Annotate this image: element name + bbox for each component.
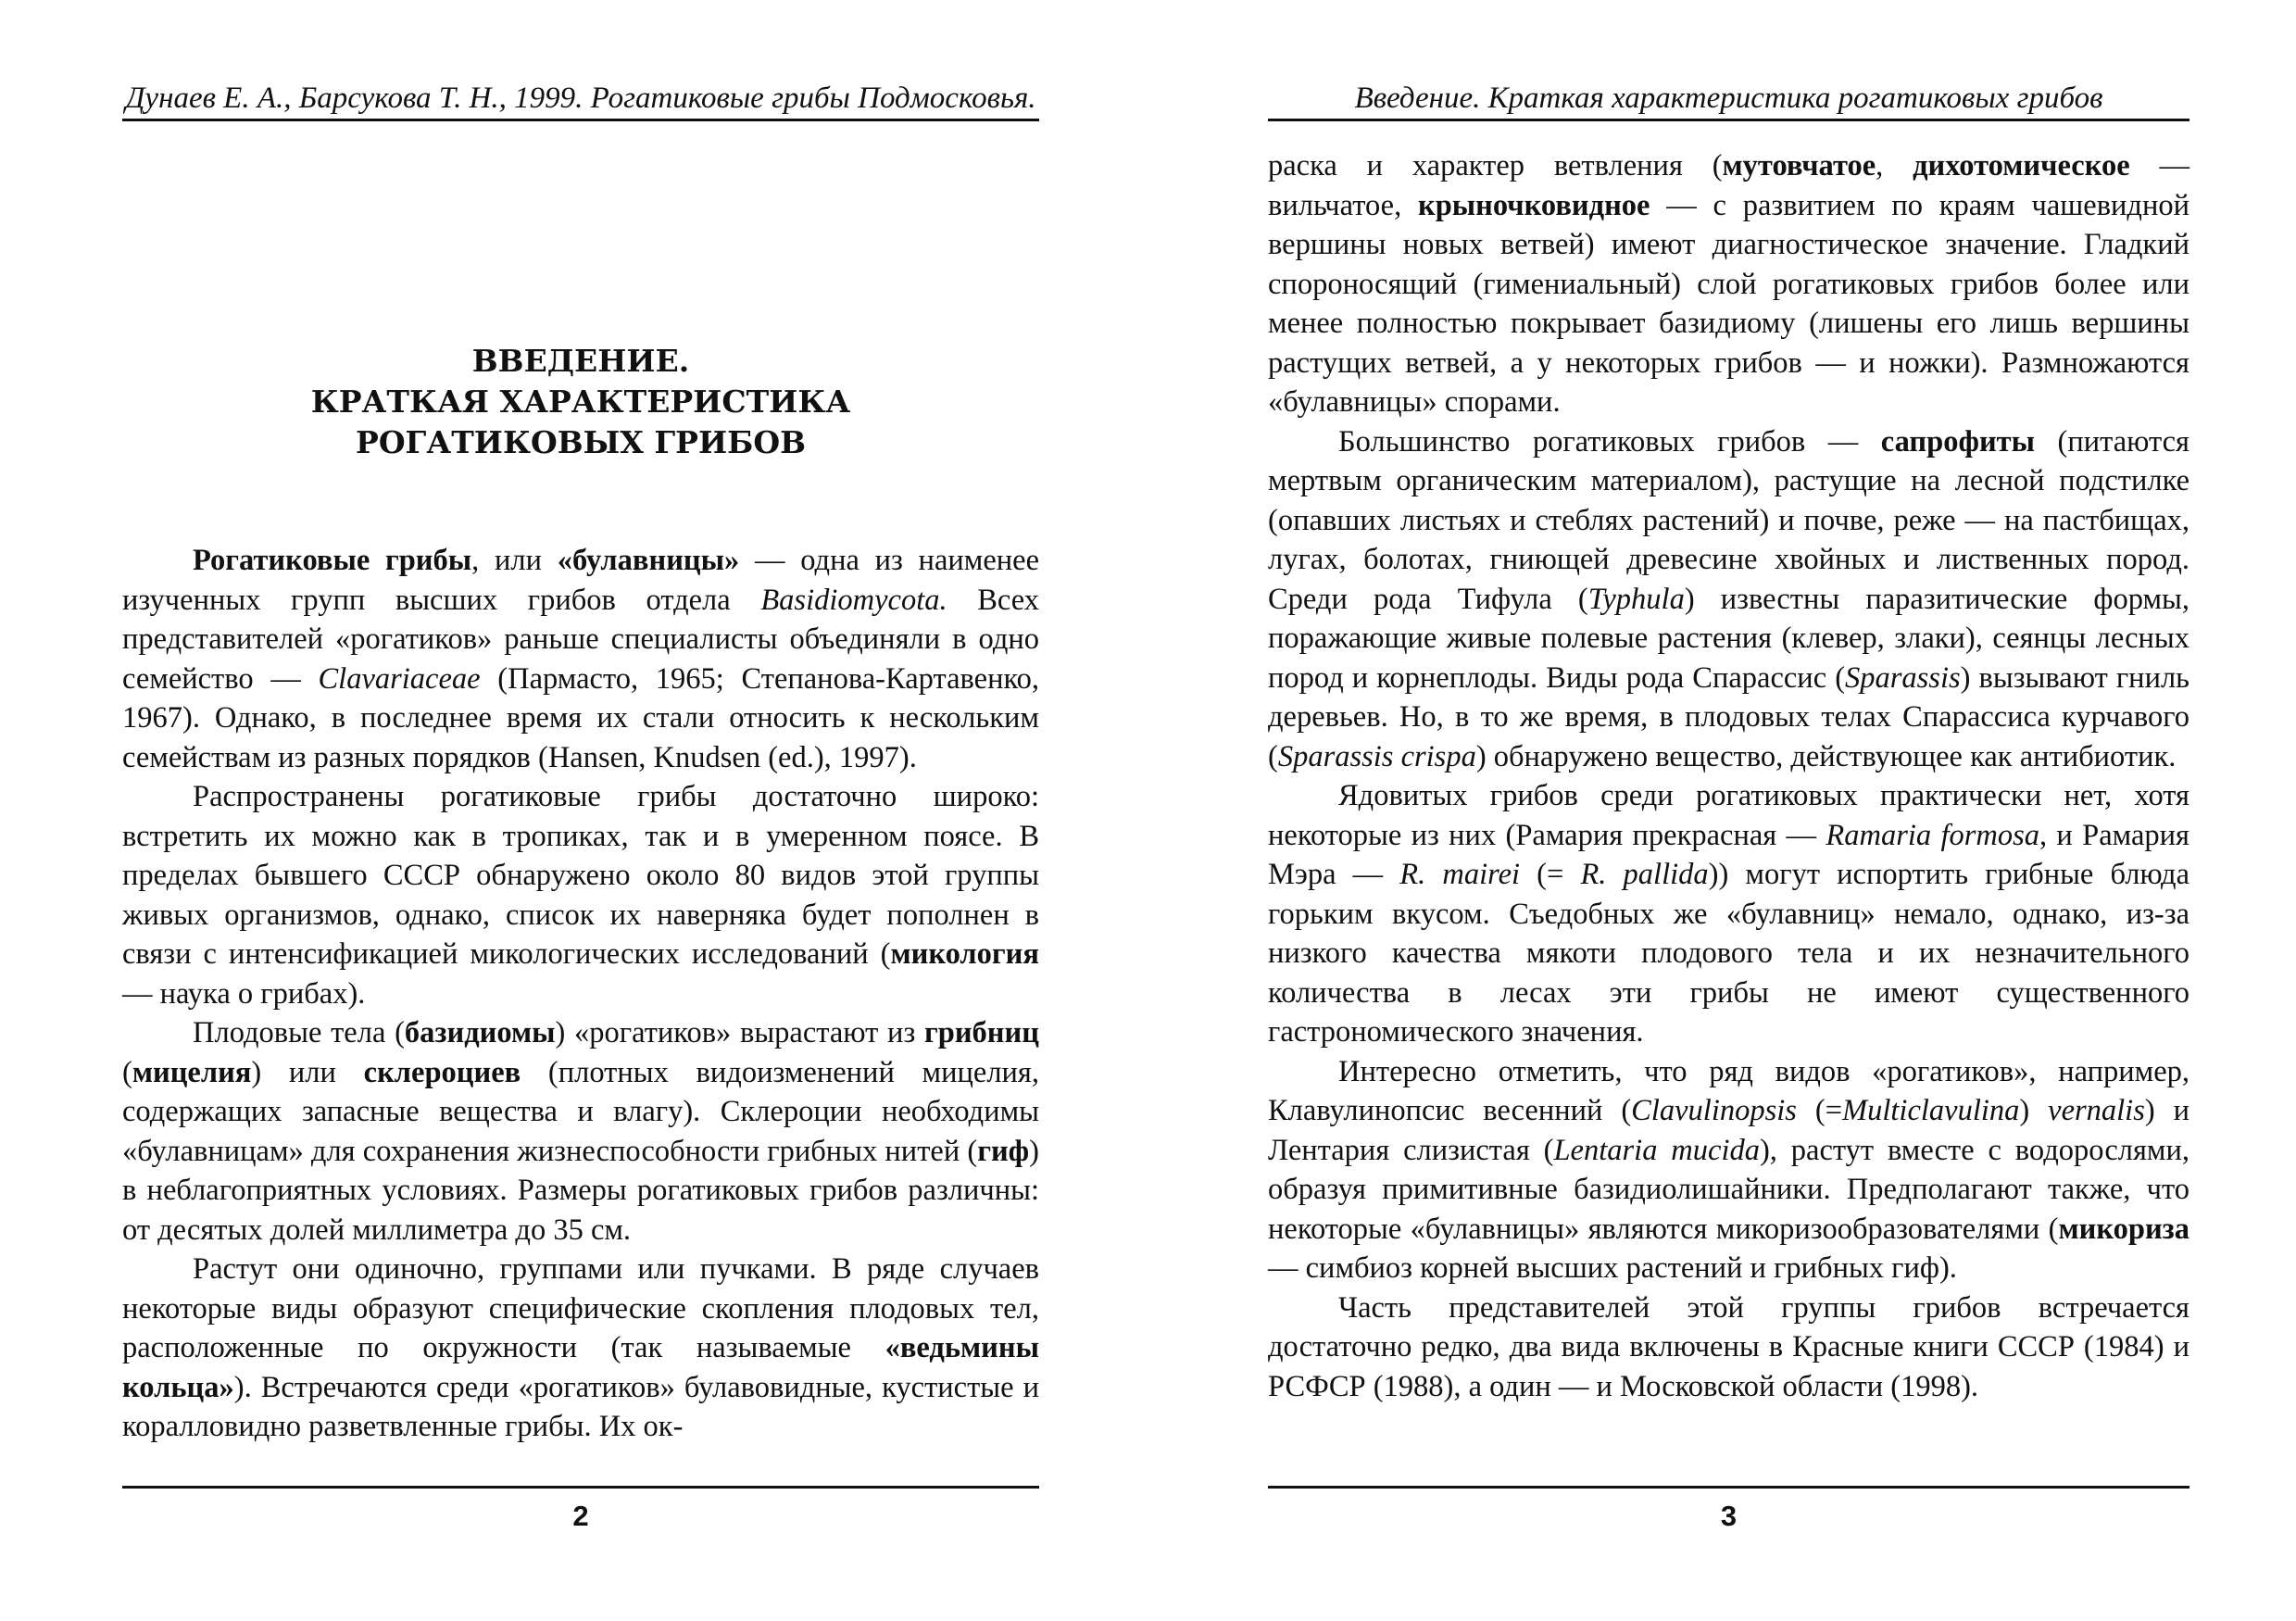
body-text	[1268, 146, 2189, 1406]
paragraph: Распространены рогатиковые грибы достаточно широко: встретить их можно как в тропиках, так и в умеренном поясе. В пределах бывшего СССР обнаружено около 80 видов этой группы живых организмов, однако, список их наверняка будет пополнен в связи с интенсификацией микологических исследований (микология — наука о грибах).	[122, 780, 1039, 1011]
running-header: Введение. Краткая характеристика рогатиковых грибов	[1354, 82, 2103, 115]
chapter-title-line: РОГАТИКОВЫХ ГРИБОВ	[356, 424, 806, 460]
latin-name: Typhula	[1587, 582, 1685, 616]
latin-name: vernalis	[2048, 1094, 2145, 1127]
term: дихотомическое	[1913, 149, 2130, 182]
paragraph: раска и характер ветвления (мутовчатое, дихотомическое — вильчатое, крыночковидное — с развитием по краям чашевидной вершины новых ветвей) имеют диагностическое значение. Гладкий спороносящий (гимениальный) слой рогатиковых грибов более или менее полностью покрывает базидиому (лишены его лишь вершины растущих ветвей, а у некоторых грибов — и ножки). Размножаются «булавницы» спорами.	[1268, 149, 2190, 419]
header-rule	[1268, 119, 2189, 121]
term: «булавницы»	[557, 544, 740, 577]
latin-name: Clavulinopsis	[1631, 1094, 1797, 1127]
chapter-title-line: ВВЕДЕНИЕ.	[471, 343, 690, 379]
paragraph: Рогатиковые грибы, или «булавницы» — одна из наименее изученных групп высших грибов отдела Basidiomycota. Всех представителей «рогатиков» раньше специалисты объединяли в одно семейство — Clavariaceae (Пармасто, 1965; Степанова-Картавенко, 1967). Однако, в последнее время их стали относить к нескольким семействам из разных порядков (Hansen, Knudsen (ed.), 1997).	[122, 544, 1039, 774]
right-page	[1148, 0, 2296, 1621]
latin-name: R. mairei	[1399, 858, 1521, 891]
header-rule	[122, 119, 1039, 121]
latin-name: Clavariaceae	[318, 661, 481, 696]
paragraph: Большинство рогатиковых грибов — сапрофиты (питаются мертвым органическим материалом), растущие на лесной подстилке (опавших листьях и стеблях растений) и почве, реже — на пастбищах, лугах, болотах, гниющей древесине хвойных и лиственных пород. Среди рода Тифула (Typhula) известны паразитические формы, поражающие живые полевые растения (клевер, злаки), сеянцы лесных пород и корнеплоды. Виды рода Спарассис (Sparassis) вызывают гниль деревьев. Но, в то же время, в плодовых телах Спарассиса курчавого (Sparassis crispa) обнаружено вещество, действующее как антибиотик.	[1268, 424, 2189, 773]
term: крыночковидное	[1417, 188, 1650, 222]
term: Рогатиковые грибы	[193, 544, 472, 577]
latin-name: Lentaria mucida	[1553, 1133, 1760, 1167]
page-number: 2	[572, 1500, 589, 1532]
term: гиф	[977, 1134, 1030, 1168]
latin-name: Sparassis crispa	[1277, 739, 1476, 773]
term: микориза	[2058, 1212, 2189, 1246]
term: мицелия	[132, 1055, 252, 1089]
term: мутовчатое	[1722, 149, 1876, 182]
paragraph: Плодовые тела (базидиомы) «рогатиков» вырастают из грибниц (мицелия) или склероциев (плотных видоизменений мицелия, содержащих запасные вещества и влагу). Склероции необходимы «булавницам» для сохранения жизнеспособности грибных нитей (гиф) в неблагоприятных условиях. Размеры рогатиковых грибов различны: от десятых долей миллиметра до 35 см.	[122, 1016, 1040, 1247]
latin-name: R. pallida	[1580, 858, 1709, 891]
running-header: Дунаев Е. А., Барсукова Т. Н., 1999. Рогатиковые грибы Подмосковья.	[125, 82, 1036, 115]
chapter-title-line: КРАТКАЯ ХАРАКТЕРИСТИКА	[310, 383, 851, 420]
latin-name: Multiclavulina	[1842, 1094, 2020, 1127]
term: склероциев	[363, 1055, 521, 1089]
paragraph: Часть представителей этой группы грибов встречается достаточно редко, два вида включены в Красные книги СССР (1984) и РСФСР (1988), а один — и Московской области (1998).	[1268, 1290, 2189, 1403]
latin-name: Basidiomycota.	[760, 583, 947, 617]
body-text	[122, 541, 1039, 1447]
term: сапрофиты	[1880, 424, 2036, 459]
term: «ведьмины кольца»	[122, 1331, 1039, 1404]
footer-rule	[122, 1486, 1039, 1489]
paragraph: Ядовитых грибов среди рогатиковых практически нет, хотя некоторые из них (Рамария прекрасная — Ramaria formosa, и Рамария Мэра — R. mairei (= R. pallida)) могут испортить грибные блюда горьким вкусом. Съедобных же «булавниц» немало, однако, из-за низкого качества мякоти плодового тела и их незначительного количества в лесах эти грибы не имеют существенного гастрономического значения.	[1268, 779, 2190, 1049]
chapter-title	[122, 341, 1039, 463]
term: базидиомы	[404, 1016, 556, 1049]
footer-rule	[1268, 1486, 2189, 1489]
term: грибниц	[924, 1016, 1039, 1049]
term: микология	[890, 937, 1039, 971]
paragraph: Растут они одиночно, группами или пучками. В ряде случаев некоторые виды образуют специфические скопления плодовых тел, расположенные по окружности (так называемые «ведьмины кольца»). Встречаются среди «рогатиков» булавовидные, кустистые и коралловидно разветвленные грибы. Их ок-	[122, 1252, 1039, 1443]
paragraph: Интересно отметить, что ряд видов «рогатиков», например, Клавулинопсис весенний (Clavulinopsis (=Multiclavulina) vernalis) и Лентария слизистая (Lentaria mucida), растут вместе с водорослями, образуя примитивные базидиолишайники. Предполагают также, что некоторые «булавницы» являются микоризообразователями (микориза — симбиоз корней высших растений и грибных гиф).	[1268, 1054, 2190, 1285]
page-number: 3	[1720, 1500, 1738, 1532]
latin-name: Ramaria formosa	[1826, 818, 2039, 852]
latin-name: Sparassis	[1845, 660, 1961, 695]
